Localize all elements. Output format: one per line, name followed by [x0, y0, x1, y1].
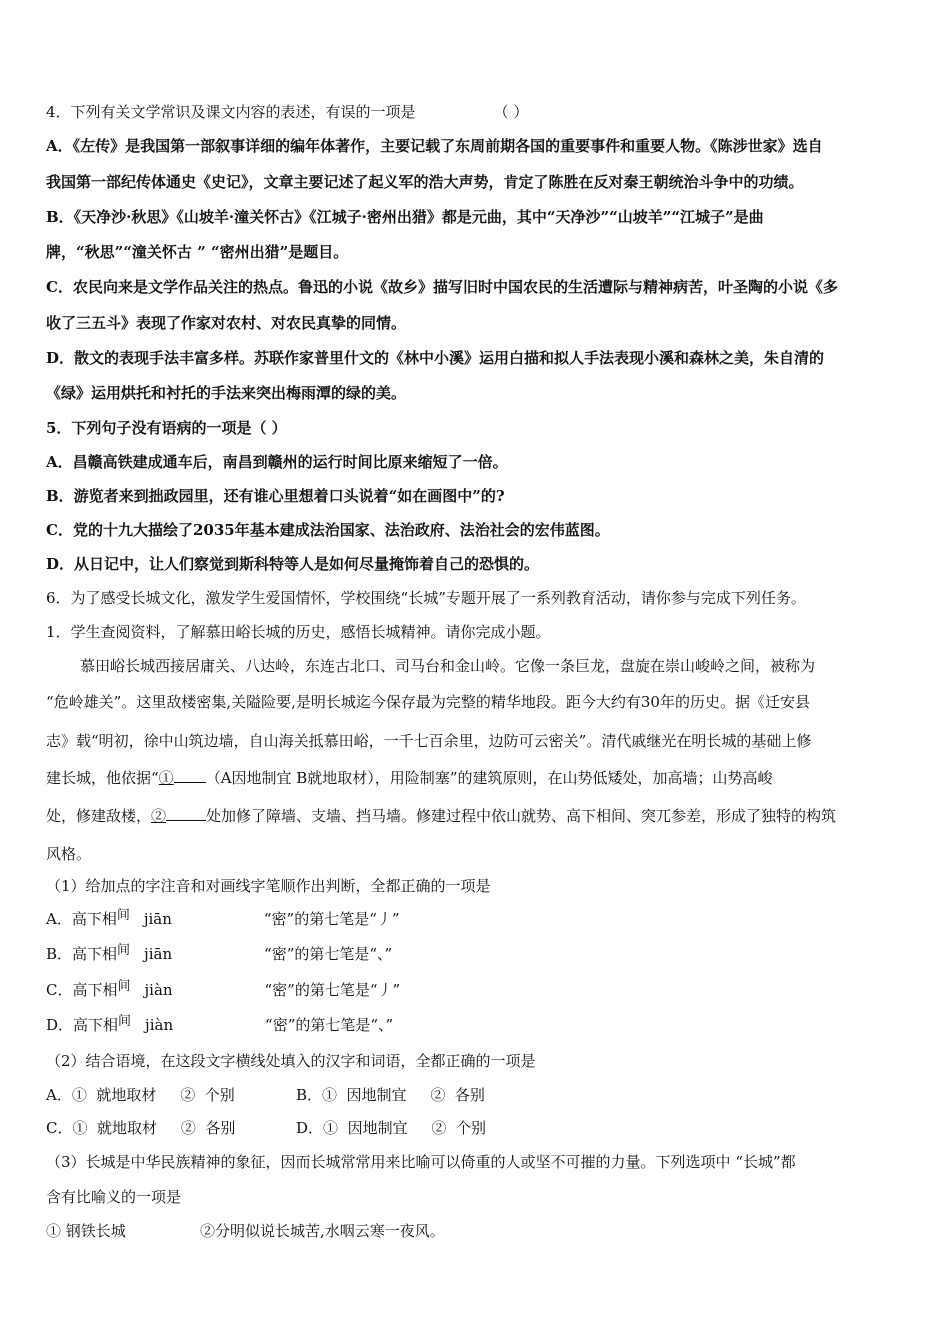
sub2-option-b: B．① 因地制宜 ② 各别 [296, 1086, 485, 1104]
q5-stem: 5．下列句子没有语病的一项是（ ） [46, 419, 287, 437]
q4-stem-line [46, 102, 528, 122]
q5-option-b: B．游览者来到拙政园里，还有谁心里想着口头说着“如在画图中”的? [46, 487, 505, 505]
sub3-stem-line1: （3）长城是中华民族精神的象征，因而长城常常用来比喻可以倚重的人或坚不可摧的力量。下列选项中 “长城”都 [46, 1153, 796, 1171]
sub1-c-text: C．高下相 [46, 981, 118, 999]
sub1-b-pinyin: jiān [144, 945, 173, 963]
passage-line5-end: 处加修了障墙、支墙、挡马墙。修建过程中依山就势、高下相间、突兀参差，形成了独特的构筑 [206, 807, 837, 825]
sub3-item-2: ②分明似说长城苦,水咽云寒一夜风。 [200, 1222, 445, 1240]
sub1-option-c [46, 980, 400, 1002]
sub1-a-note: “密”的第七笔是“丿” [263, 910, 400, 928]
sub1-d-pinyin: jiàn [145, 1016, 174, 1034]
sub2-option-a: A．① 就地取材 ② 个别 [46, 1086, 235, 1104]
sub1-option-d [46, 1015, 393, 1037]
sub1-a-text: A．高下相 [46, 910, 117, 928]
sub1-b-char: 间 [117, 943, 131, 958]
sub1-option-b [46, 944, 392, 966]
sub2-option-c: C．① 就地取材 ② 各别 [46, 1119, 236, 1137]
passage-line4 [46, 768, 772, 788]
passage-line6: 风格。 [46, 845, 92, 863]
passage-line3: 志》载“明初，徐中山筑边墙，自山海关抵慕田峪，一千七百余里，边防可云密关”。清代戚继光在明长城的基础上修 [46, 732, 812, 750]
sub3-items [46, 1221, 445, 1241]
q4-option-a-line1: A．《左传》是我国第一部叙事详细的编年体著作，主要记载了东周前期各国的重要事件和重要人物。《陈涉世家》选自 [46, 137, 823, 155]
blank-2 [166, 806, 206, 821]
q4-option-b-line1: B．《天净沙·秋思》《山坡羊·潼关怀古》《江城子·密州出猎》都是元曲，其中“天净沙”“山坡羊”“江城子”是曲 [46, 208, 764, 226]
passage-line1: 慕田峪长城西接居庸关、八达岭，东连古北口、司马台和金山岭。它像一条巨龙，盘旋在崇山峻岭之间，被称为 [80, 657, 816, 675]
q4-option-a-line2: 我国第一部纪传体通史《史记》，文章主要记述了起义军的浩大声势，肯定了陈胜在反对秦王朝统治斗争中的功绩。 [46, 173, 804, 191]
q5-option-c: C．党的十九大描绘了2035年基本建成法治国家、法治政府、法治社会的宏伟蓝图。 [46, 521, 610, 539]
passage-line5-start: 处，修建敌楼， [46, 807, 152, 825]
q4-stem: 4．下列有关文学常识及课文内容的表述，有误的一项是 [46, 103, 416, 121]
sub1-c-pinyin: jiàn [144, 981, 173, 999]
q5-option-d: D．从日记中，让人们察觉到斯科特等人是如何尽量掩饰着自己的恐惧的。 [46, 555, 540, 573]
blank-2-marker: ② [151, 807, 167, 825]
q4-answer-paren: （ ） [493, 103, 529, 121]
sub3-stem-line2: 含有比喻义的一项是 [46, 1188, 182, 1206]
passage-line5 [46, 806, 836, 826]
passage-line2: “危岭雄关”。这里敌楼密集,关隘险要,是明长城迄今保存最为完整的精华地段。距今大约有30年的历史。据《迁安县 [46, 693, 810, 711]
sub1-b-note: “密”的第七笔是“、” [264, 945, 393, 963]
passage-line4-end: （A因地制宜 B就地取材），用险制塞”的建筑原则，在山势低矮处，加高墙；山势高峻 [205, 769, 773, 787]
sub2-row2 [46, 1118, 486, 1138]
passage-line4-start: 建长城，他依据“ [46, 769, 159, 787]
q4-option-b-line2: 牌，“秋思”“潼关怀古 ” “密州出猎”是题目。 [46, 243, 349, 261]
blank-1 [174, 768, 206, 783]
sub2-row1 [46, 1085, 485, 1105]
q5-option-a: A．昌赣高铁建成通车后，南昌到赣州的运行时间比原来缩短了一倍。 [46, 453, 508, 471]
sub1-d-char: 间 [118, 1014, 132, 1029]
sub1-c-note: “密”的第七笔是“丿” [264, 981, 401, 999]
q4-option-d-line1: D．散文的表现手法丰富多样。苏联作家普里什文的《林中小溪》运用白描和拟人手法表现小溪和森林之美，朱自清的 [46, 349, 825, 367]
sub1-a-pinyin: jiān [143, 910, 172, 928]
q6-stem: 6．为了感受长城文化，激发学生爱国情怀，学校围绕“长城”专题开展了一系列教育活动，请你参与完成下列任务。 [46, 589, 806, 607]
sub3-item-1: ① 钢铁长城 [46, 1222, 126, 1240]
q4-option-c-line2: 收了三五斗》表现了作家对农村、对农民真挚的同情。 [46, 314, 407, 332]
q4-option-c-line1: C．农民向来是文学作品关注的热点。鲁迅的小说《故乡》描写旧时中国农民的生活遭际与精神病苦，叶圣陶的小说《多 [46, 278, 838, 296]
sub2-option-d: D．① 因地制宜 ② 个别 [296, 1119, 486, 1137]
sub1-option-a [46, 909, 400, 931]
sub1-a-char: 间 [116, 908, 130, 923]
sub1-d-note: “密”的第七笔是“、” [265, 1016, 394, 1034]
q4-option-d-line2: 《绿》运用烘托和衬托的手法来突出梅雨潭的绿的美。 [46, 384, 407, 402]
sub1-d-text: D．高下相 [46, 1016, 119, 1034]
q6-task1: 1．学生查阅资料，了解慕田峪长城的历史，感悟长城精神。请你完成小题。 [46, 623, 551, 641]
sub1-b-text: B．高下相 [46, 945, 118, 963]
blank-1-marker: ① [158, 769, 174, 787]
sub2-stem: （2）结合语境，在这段文字横线处填入的汉字和词语，全都正确的一项是 [46, 1052, 536, 1070]
sub1-c-char: 间 [117, 979, 131, 994]
sub1-stem: （1）给加点的字注音和对画线字笔顺作出判断，全都正确的一项是 [46, 877, 491, 895]
